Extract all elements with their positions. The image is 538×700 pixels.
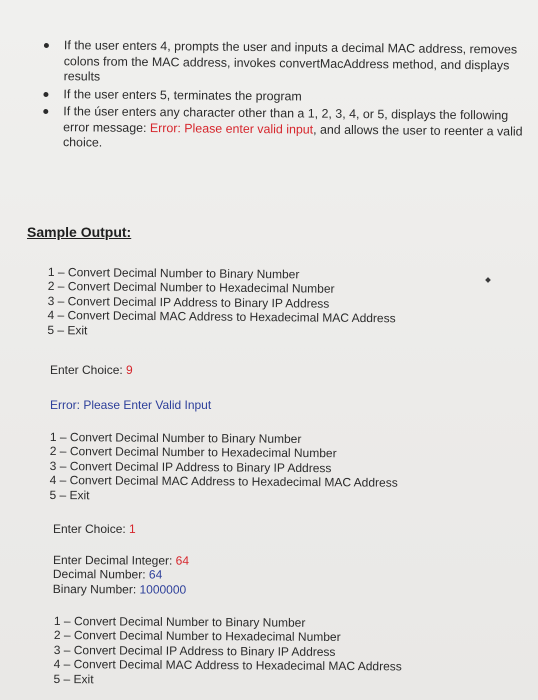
sample-output-heading: Sample Output:	[27, 224, 132, 240]
error-message-text: Error: Please enter valid input	[149, 120, 314, 137]
choice-value: 9	[126, 363, 133, 377]
menu-block	[47, 265, 396, 340]
choice-line	[53, 522, 136, 536]
menu-item: 5 – Exit	[53, 671, 94, 686]
decimal-label: Decimal Number:	[52, 567, 149, 582]
menu-item: 2 – Convert Decimal Number to Hexadecimal Number	[53, 628, 341, 645]
menu-block	[53, 614, 402, 688]
bullet-option-5	[43, 86, 527, 106]
menu-item: 1 – Convert Decimal Number to Binary Number	[49, 430, 302, 446]
menu-item: 3 – Convert Decimal IP Address to Binary IP Address	[47, 293, 330, 311]
requirements-list	[43, 38, 528, 155]
bullet-text: If the user enters 5, terminates the program	[63, 86, 302, 103]
menu-item: 2 – Convert Decimal Number to Hexadecimal Number	[47, 279, 335, 297]
bullet-text: If the úser enters any character other than a 1, 2, 3, 4, or 5, displays the following error message:	[63, 104, 509, 135]
choice-prompt: Enter Choice:	[50, 363, 127, 377]
menu-block	[49, 430, 398, 505]
decimal-value: 64	[148, 567, 163, 582]
menu-item: 1 – Convert Decimal Number to Binary Number	[53, 614, 306, 630]
decimal-result-line	[53, 567, 189, 582]
menu-item: 4 – Convert Decimal MAC Address to Hexadecimal MAC Address	[49, 473, 398, 490]
integer-value: 64	[175, 553, 190, 568]
binary-value: 1000000	[139, 582, 187, 597]
menu-item: 4 – Convert Decimal MAC Address to Hexadecimal MAC Address	[53, 657, 402, 674]
menu-item: 2 – Convert Decimal Number to Hexadecimal Number	[49, 444, 337, 461]
bullet-dot-icon	[43, 91, 48, 96]
menu-item: 1 – Convert Decimal Number to Binary Number	[47, 265, 300, 282]
bullet-dot-icon	[44, 43, 49, 48]
binary-label: Binary Number:	[52, 581, 140, 597]
choice-line	[50, 363, 133, 377]
choice-value: 1	[129, 522, 136, 536]
bullet-text: If the user enters 4, prompts the user and inputs a decimal MAC address, removes colons from the MAC address, invokes convertMacAddress method, and displays results	[63, 38, 518, 84]
bullet-dot-icon	[43, 109, 48, 114]
menu-item: 3 – Convert Decimal IP Address to Binary IP Address	[53, 642, 336, 659]
menu-item: 3 – Convert Decimal IP Address to Binary IP Address	[49, 458, 332, 476]
binary-result-line	[53, 582, 189, 597]
menu-item: 5 – Exit	[47, 322, 88, 338]
menu-item: 5 – Exit	[49, 487, 90, 502]
menu-item: 4 – Convert Decimal MAC Address to Hexadecimal MAC Address	[47, 308, 396, 326]
caret-icon	[485, 277, 491, 283]
choice-prompt: Enter Choice:	[53, 522, 130, 536]
integer-prompt: Enter Decimal Integer:	[52, 553, 176, 568]
conversion-output	[53, 553, 189, 597]
bullet-option-4	[44, 38, 528, 89]
error-output: Error: Please Enter Valid Input	[50, 398, 212, 412]
integer-input-line	[53, 553, 189, 568]
bullet-text-tail: , and allows the user to reenter a valid choice.	[62, 122, 523, 150]
bullet-invalid-input	[43, 104, 527, 155]
